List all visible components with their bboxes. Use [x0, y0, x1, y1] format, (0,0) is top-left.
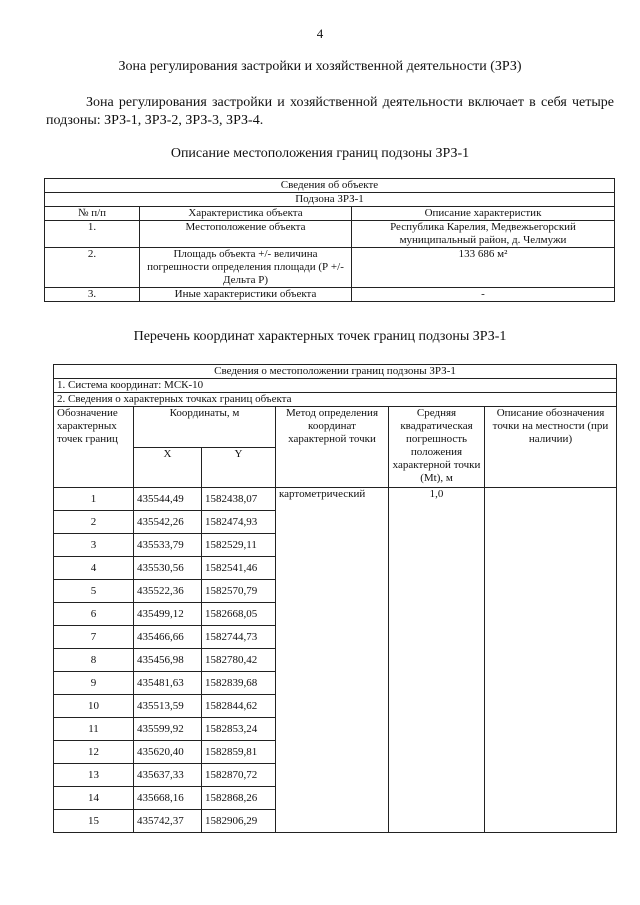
- point-y: 1582474,93: [202, 511, 276, 534]
- coords-system: 1. Система координат: МСК-10: [54, 379, 617, 393]
- coordinate-row: [54, 672, 617, 695]
- point-accuracy: [389, 695, 485, 718]
- point-x: 435530,56: [134, 557, 202, 580]
- row-num: 1.: [45, 221, 140, 248]
- point-accuracy: [389, 557, 485, 580]
- point-number: 9: [54, 672, 134, 695]
- point-number: 7: [54, 626, 134, 649]
- header-x: X: [134, 447, 202, 488]
- point-accuracy: [389, 626, 485, 649]
- header-y: Y: [202, 447, 276, 488]
- point-y: 1582438,07: [202, 488, 276, 511]
- point-number: 14: [54, 787, 134, 810]
- point-y: 1582844,62: [202, 695, 276, 718]
- coordinate-row: [54, 626, 617, 649]
- header-point-description: Описание обозначения точки на местности (при наличии): [485, 407, 617, 488]
- point-y: 1582780,42: [202, 649, 276, 672]
- point-x: 435466,66: [134, 626, 202, 649]
- header-description: Описание характеристик: [352, 207, 615, 221]
- object-table-subtitle: Подзона ЗРЗ-1: [45, 193, 615, 207]
- point-y: 1582541,46: [202, 557, 276, 580]
- row-name: Иные характеристики объекта: [140, 288, 352, 302]
- point-method: [276, 695, 389, 718]
- point-x: 435542,26: [134, 511, 202, 534]
- coords-table-title: Сведения о местоположении границ подзоны ЗРЗ-1: [54, 365, 617, 379]
- object-table-title: Сведения об объекте: [45, 179, 615, 193]
- point-y: 1582839,68: [202, 672, 276, 695]
- coordinate-row: [54, 741, 617, 764]
- point-description: [485, 649, 617, 672]
- point-description: [485, 580, 617, 603]
- coordinate-row: [54, 787, 617, 810]
- point-x: 435599,92: [134, 718, 202, 741]
- point-description: [485, 603, 617, 626]
- coordinate-row: [54, 511, 617, 534]
- point-number: 11: [54, 718, 134, 741]
- point-description: [485, 764, 617, 787]
- point-number: 13: [54, 764, 134, 787]
- point-number: 1: [54, 488, 134, 511]
- point-description: [485, 810, 617, 833]
- point-number: 8: [54, 649, 134, 672]
- row-num: 3.: [45, 288, 140, 302]
- point-method: картометрический: [276, 488, 389, 511]
- header-characteristic: Характеристика объекта: [140, 207, 352, 221]
- zone-heading: Зона регулирования застройки и хозяйственной деятельности (ЗРЗ): [118, 59, 522, 74]
- point-number: 12: [54, 741, 134, 764]
- point-method: [276, 649, 389, 672]
- coords-section: 2. Сведения о характерных точках границ объекта: [54, 393, 617, 407]
- point-x: 435533,79: [134, 534, 202, 557]
- point-method: [276, 741, 389, 764]
- point-method: [276, 580, 389, 603]
- point-x: 435481,63: [134, 672, 202, 695]
- point-method: [276, 626, 389, 649]
- coordinate-row: [54, 764, 617, 787]
- point-method: [276, 718, 389, 741]
- point-description: [485, 557, 617, 580]
- header-accuracy: Средняя квадратическая погрешность положения характерной точки (Mt), м: [389, 407, 485, 488]
- coordinate-row: [54, 488, 617, 511]
- point-x: 435637,33: [134, 764, 202, 787]
- header-method: Метод определения координат характерной точки: [276, 407, 389, 488]
- point-accuracy: [389, 718, 485, 741]
- point-accuracy: [389, 649, 485, 672]
- point-y: 1582870,72: [202, 764, 276, 787]
- coordinate-row: [54, 810, 617, 833]
- coords-table: [53, 364, 617, 833]
- point-y: 1582906,29: [202, 810, 276, 833]
- row-name: Площадь объекта +/- величина погрешности определения площади (Р +/- Дельта Р): [140, 248, 352, 288]
- point-description: [485, 695, 617, 718]
- row-num: 2.: [45, 248, 140, 288]
- point-method: [276, 787, 389, 810]
- point-number: 10: [54, 695, 134, 718]
- row-desc: Республика Карелия, Медвежьегорский муниципальный район, д. Челмужи: [352, 221, 615, 248]
- point-number: 3: [54, 534, 134, 557]
- point-number: 15: [54, 810, 134, 833]
- point-method: [276, 534, 389, 557]
- header-coordinates: Координаты, м: [134, 407, 276, 448]
- row-desc: 133 686 м²: [352, 248, 615, 288]
- point-description: [485, 741, 617, 764]
- point-x: 435513,59: [134, 695, 202, 718]
- point-accuracy: [389, 580, 485, 603]
- object-table: [44, 178, 615, 302]
- point-method: [276, 557, 389, 580]
- point-x: 435668,16: [134, 787, 202, 810]
- point-accuracy: [389, 764, 485, 787]
- header-designation: Обозначение характерных точек границ: [54, 407, 134, 488]
- page-number: 4: [316, 26, 324, 41]
- point-y: 1582744,73: [202, 626, 276, 649]
- header-num: № п/п: [45, 207, 140, 221]
- point-number: 6: [54, 603, 134, 626]
- point-accuracy: [389, 741, 485, 764]
- point-accuracy: [389, 511, 485, 534]
- point-number: 4: [54, 557, 134, 580]
- point-method: [276, 603, 389, 626]
- point-accuracy: [389, 534, 485, 557]
- zone-paragraph: Зона регулирования застройки и хозяйственной деятельности включает в себя четыре подзоны: ЗРЗ-1, ЗРЗ-2, ЗРЗ-3, ЗРЗ-4.: [46, 95, 614, 128]
- point-y: 1582570,79: [202, 580, 276, 603]
- point-x: 435456,98: [134, 649, 202, 672]
- point-description: [485, 672, 617, 695]
- point-accuracy: [389, 603, 485, 626]
- point-y: 1582868,26: [202, 787, 276, 810]
- point-x: 435544,49: [134, 488, 202, 511]
- coordinate-row: [54, 534, 617, 557]
- point-description: [485, 534, 617, 557]
- point-number: 2: [54, 511, 134, 534]
- point-description: [485, 511, 617, 534]
- point-method: [276, 511, 389, 534]
- point-y: 1582529,11: [202, 534, 276, 557]
- point-description: [485, 718, 617, 741]
- coordinate-row: [54, 557, 617, 580]
- point-accuracy: [389, 810, 485, 833]
- point-x: 435742,37: [134, 810, 202, 833]
- point-description: [485, 626, 617, 649]
- coordinate-row: [54, 649, 617, 672]
- row-name: Местоположение объекта: [140, 221, 352, 248]
- point-accuracy: 1,0: [389, 488, 485, 511]
- point-x: 435499,12: [134, 603, 202, 626]
- coords-heading: Перечень координат характерных точек границ подзоны ЗРЗ-1: [133, 329, 507, 344]
- coordinate-row: [54, 718, 617, 741]
- point-method: [276, 764, 389, 787]
- point-accuracy: [389, 787, 485, 810]
- coordinate-row: [54, 695, 617, 718]
- coordinate-row: [54, 580, 617, 603]
- point-y: 1582853,24: [202, 718, 276, 741]
- point-number: 5: [54, 580, 134, 603]
- row-desc: -: [352, 288, 615, 302]
- point-method: [276, 672, 389, 695]
- point-accuracy: [389, 672, 485, 695]
- point-x: 435620,40: [134, 741, 202, 764]
- point-description: [485, 787, 617, 810]
- point-description: [485, 488, 617, 511]
- coordinate-row: [54, 603, 617, 626]
- location-heading: Описание местоположения границ подзоны ЗРЗ-1: [170, 146, 470, 161]
- point-y: 1582668,05: [202, 603, 276, 626]
- point-method: [276, 810, 389, 833]
- point-x: 435522,36: [134, 580, 202, 603]
- point-y: 1582859,81: [202, 741, 276, 764]
